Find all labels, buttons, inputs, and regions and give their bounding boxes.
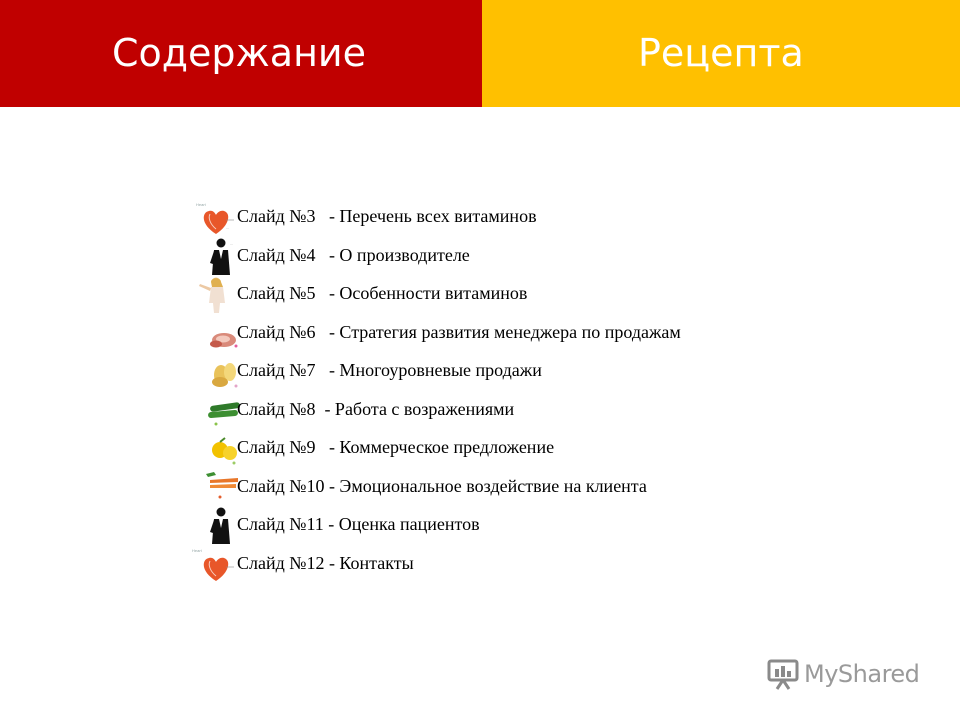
businessman-icon [190, 237, 240, 275]
toc-item[interactable] [190, 391, 810, 430]
toc-item-label: Слайд №11 - Оценка пациентов [237, 514, 480, 534]
toc-item[interactable] [190, 545, 810, 584]
svg-text:Heart: Heart [192, 547, 202, 553]
header-right-band [482, 0, 960, 107]
toc-item[interactable] [190, 237, 810, 276]
toc-item[interactable] [190, 198, 810, 237]
toc-item[interactable] [190, 506, 810, 545]
toc-item-label: Слайд №3 - Перечень всех витаминов [237, 206, 537, 226]
toc-item-label: Слайд №10 - Эмоциональное воздействие на клиента [237, 475, 647, 496]
myshared-logo[interactable] [766, 657, 919, 691]
toc-item-label: Слайд №12 - Контакты [237, 552, 414, 573]
toc-item[interactable] [190, 314, 810, 353]
heart-icon [190, 198, 240, 236]
woman-icon [190, 275, 240, 313]
slide-header [0, 0, 960, 107]
svg-text:...: ... [230, 241, 233, 246]
toc-item[interactable] [190, 352, 810, 391]
toc-item[interactable] [190, 275, 810, 314]
svg-text:...: ... [226, 226, 229, 230]
meat-icon [190, 314, 240, 352]
header-left-band [0, 0, 482, 107]
toc-item-label: Слайд №5 - Особенности витаминов [237, 283, 528, 303]
svg-text:Heart: Heart [196, 202, 206, 207]
table-of-contents [190, 198, 810, 583]
presentation-board-icon [766, 657, 800, 691]
logo-text: MyShared [804, 660, 920, 688]
carrot-icon [190, 468, 240, 506]
potato-icon [190, 352, 240, 390]
toc-item-label: Слайд №6 - Стратегия развития менеджера по продажам [237, 321, 681, 342]
lemon-icon [190, 429, 240, 467]
toc-item-label: Слайд №9 - Коммерческое предложение [237, 437, 555, 457]
header-title-right: Рецепта [638, 31, 804, 75]
heart-icon [190, 545, 240, 583]
toc-item[interactable] [190, 468, 810, 507]
header-title-left: Содержание [112, 31, 366, 75]
toc-item-label: Слайд №8 - Работа с возражениями [237, 398, 515, 419]
toc-item-label: Слайд №7 - Многоуровневые продажи [237, 360, 542, 380]
cucumber-icon [190, 391, 240, 429]
toc-item[interactable] [190, 429, 810, 468]
toc-item-label: Слайд №4 - О производителе [237, 244, 470, 265]
businessman-icon [190, 506, 240, 544]
